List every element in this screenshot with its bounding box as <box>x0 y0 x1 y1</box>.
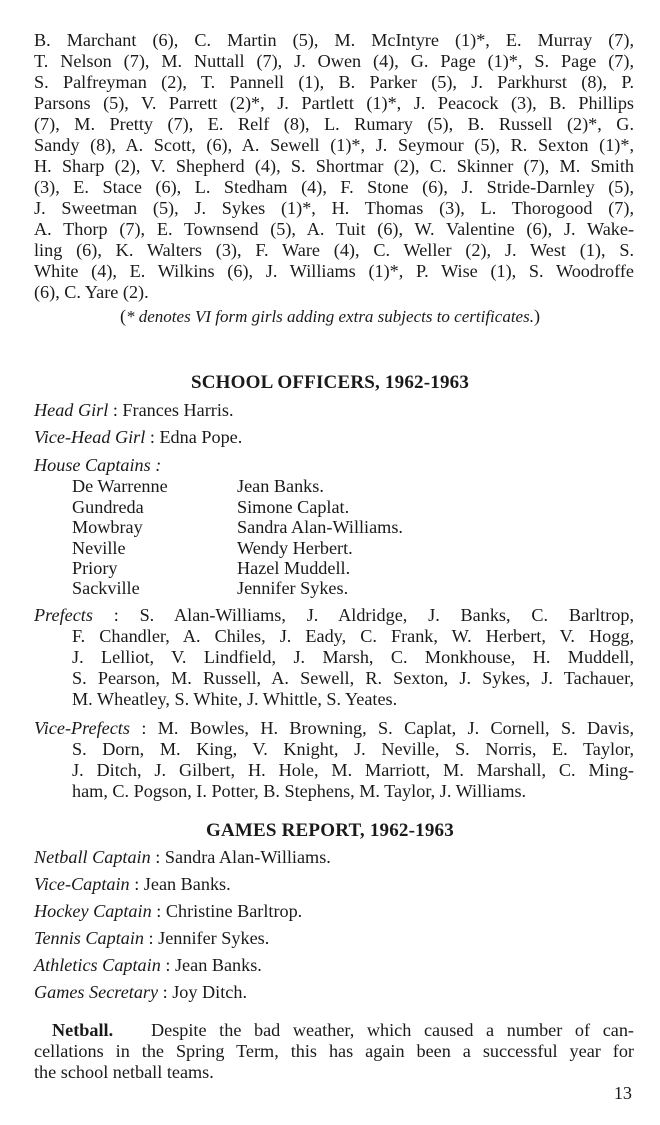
vice-prefects-first-line <box>34 718 634 739</box>
netball-text: Despite the bad weather, which caused a number of can- <box>113 1020 634 1040</box>
separator: : <box>129 874 144 894</box>
prefects-first-line <box>34 605 634 626</box>
netball-line: the school netball teams. <box>34 1062 214 1082</box>
vice-head-girl-label: Vice-Head Girl <box>34 427 146 447</box>
head-girl-label: Head Girl <box>34 400 109 420</box>
results-line: ling (6), K. Walters (3), F. Ware (4), C. Weller (2), J. West (1), S. <box>34 240 634 260</box>
results-line: Parsons (5), V. Parrett (2)*, J. Partlett (1)*, J. Peacock (3), B. Phillips <box>34 93 634 113</box>
role-label: Hockey Captain <box>34 901 152 921</box>
role-value: Christine Barltrop. <box>165 901 303 921</box>
school-officers-heading: SCHOOL OFFICERS, 1962-1963 <box>190 372 470 393</box>
role-label: Athletics Captain <box>34 955 161 975</box>
head-girl-value: Frances Harris. <box>122 400 234 420</box>
house-name: Mowbray <box>72 517 143 537</box>
separator: : <box>151 901 166 921</box>
separator: : <box>144 928 159 948</box>
house-name: Gundreda <box>72 497 144 517</box>
role-value: Jennifer Sykes. <box>158 928 270 948</box>
prefects-names: : S. Alan-Williams, J. Aldridge, J. Banks, C. Barltrop, <box>92 605 634 625</box>
house-name: Sackville <box>72 578 140 598</box>
results-line: Sandy (8), A. Scott, (6), A. Sewell (1)*, J. Seymour (5), R. Sexton (1)*, <box>34 135 634 155</box>
netball-line: cellations in the Spring Term, this has again been a successful year for <box>34 1041 634 1061</box>
head-girl-row <box>34 400 234 421</box>
results-line: B. Marchant (6), C. Martin (5), M. McIntyre (1)*, E. Murray (7), <box>34 30 634 50</box>
results-line: J. Sweetman (5), J. Sykes (1)*, H. Thomas (3), L. Thorogood (7), <box>34 198 634 218</box>
role-label: Tennis Captain <box>34 928 144 948</box>
house-captain: Sandra Alan-Williams. <box>237 517 403 537</box>
house-name: De Warrenne <box>72 476 168 496</box>
results-line: T. Nelson (7), M. Nuttall (7), J. Owen (4), G. Page (1)*, S. Page (7), <box>34 51 634 71</box>
games-role-row <box>34 874 231 895</box>
house-captain: Hazel Muddell. <box>237 558 351 578</box>
separator: : <box>150 847 165 867</box>
house-captain: Simone Caplat. <box>237 497 350 517</box>
role-value: Joy Ditch. <box>172 982 248 1002</box>
prefects-line: S. Pearson, M. Russell, A. Sewell, R. Sexton, J. Sykes, J. Tachauer, <box>72 668 634 688</box>
games-role-row <box>34 928 269 949</box>
results-line: A. Thorp (7), E. Townsend (5), A. Tuit (6), W. Valentine (6), J. Wake- <box>34 219 634 239</box>
vice-prefects-label: Vice-Prefects <box>34 718 130 738</box>
footnote-text: * denotes VI form girls adding extra subjects to certificates. <box>126 307 534 326</box>
results-line: H. Sharp (2), V. Shepherd (4), S. Shortmar (2), C. Skinner (7), M. Smith <box>34 156 634 176</box>
prefects-label: Prefects <box>34 605 93 625</box>
games-role-row <box>34 982 247 1003</box>
prefects-line: J. Lelliot, V. Lindfield, J. Marsh, C. Monkhouse, H. Muddell, <box>72 647 634 667</box>
page-number: 13 <box>613 1083 632 1103</box>
separator: : <box>158 982 173 1002</box>
netball-first-line <box>52 1020 634 1041</box>
vice-prefects-line: J. Ditch, J. Gilbert, H. Hole, M. Marriott, M. Marshall, C. Ming- <box>72 760 634 780</box>
results-line: (6), C. Yare (2). <box>34 282 149 302</box>
footnote-close: ) <box>533 306 541 326</box>
prefects-line: M. Wheatley, S. White, J. Whittle, S. Yeates. <box>72 689 398 709</box>
vice-prefects-names: : M. Bowles, H. Browning, S. Caplat, J. Cornell, S. Davis, <box>129 718 634 738</box>
results-line: (3), E. Stace (6), L. Stedham (4), F. Stone (6), J. Stride-Darnley (5), <box>34 177 634 197</box>
netball-title: Netball. <box>52 1020 114 1040</box>
house-captains-label: House Captains : <box>34 455 162 475</box>
house-name: Priory <box>72 558 118 578</box>
games-role-row <box>34 847 331 868</box>
role-label: Vice-Captain <box>34 874 130 894</box>
footnote <box>0 306 660 327</box>
prefects-line: F. Chandler, A. Chiles, J. Eady, C. Frank, W. Herbert, V. Hogg, <box>72 626 634 646</box>
results-line: White (4), E. Wilkins (6), J. Williams (1)*, P. Wise (1), S. Woodroffe <box>34 261 634 281</box>
games-role-row <box>34 901 302 922</box>
games-role-row <box>34 955 262 976</box>
footnote-open: ( <box>119 306 127 326</box>
vice-head-girl-value: Edna Pope. <box>159 427 243 447</box>
house-captain: Wendy Herbert. <box>237 538 353 558</box>
role-value: Jean Banks. <box>174 955 262 975</box>
separator: : <box>160 955 175 975</box>
separator: : <box>108 400 123 420</box>
house-name: Neville <box>72 538 126 558</box>
role-label: Games Secretary <box>34 982 159 1002</box>
vice-prefects-line: ham, C. Pogson, I. Potter, B. Stephens, M. Taylor, J. Williams. <box>72 781 527 801</box>
results-line: (7), M. Pretty (7), E. Relf (8), L. Rumary (5), B. Russell (2)*, G. <box>34 114 634 134</box>
separator: : <box>145 427 160 447</box>
house-captain: Jean Banks. <box>237 476 324 496</box>
results-line: S. Palfreyman (2), T. Pannell (1), B. Parker (5), J. Parkhurst (8), P. <box>34 72 634 92</box>
role-value: Jean Banks. <box>143 874 231 894</box>
vice-head-girl-row <box>34 427 242 448</box>
vice-prefects-line: S. Dorn, M. King, V. Knight, J. Neville, S. Norris, E. Taylor, <box>72 739 634 759</box>
games-report-heading: GAMES REPORT, 1962-1963 <box>206 820 454 841</box>
house-captain: Jennifer Sykes. <box>237 578 349 598</box>
role-label: Netball Captain <box>34 847 151 867</box>
role-value: Sandra Alan-Williams. <box>164 847 331 867</box>
